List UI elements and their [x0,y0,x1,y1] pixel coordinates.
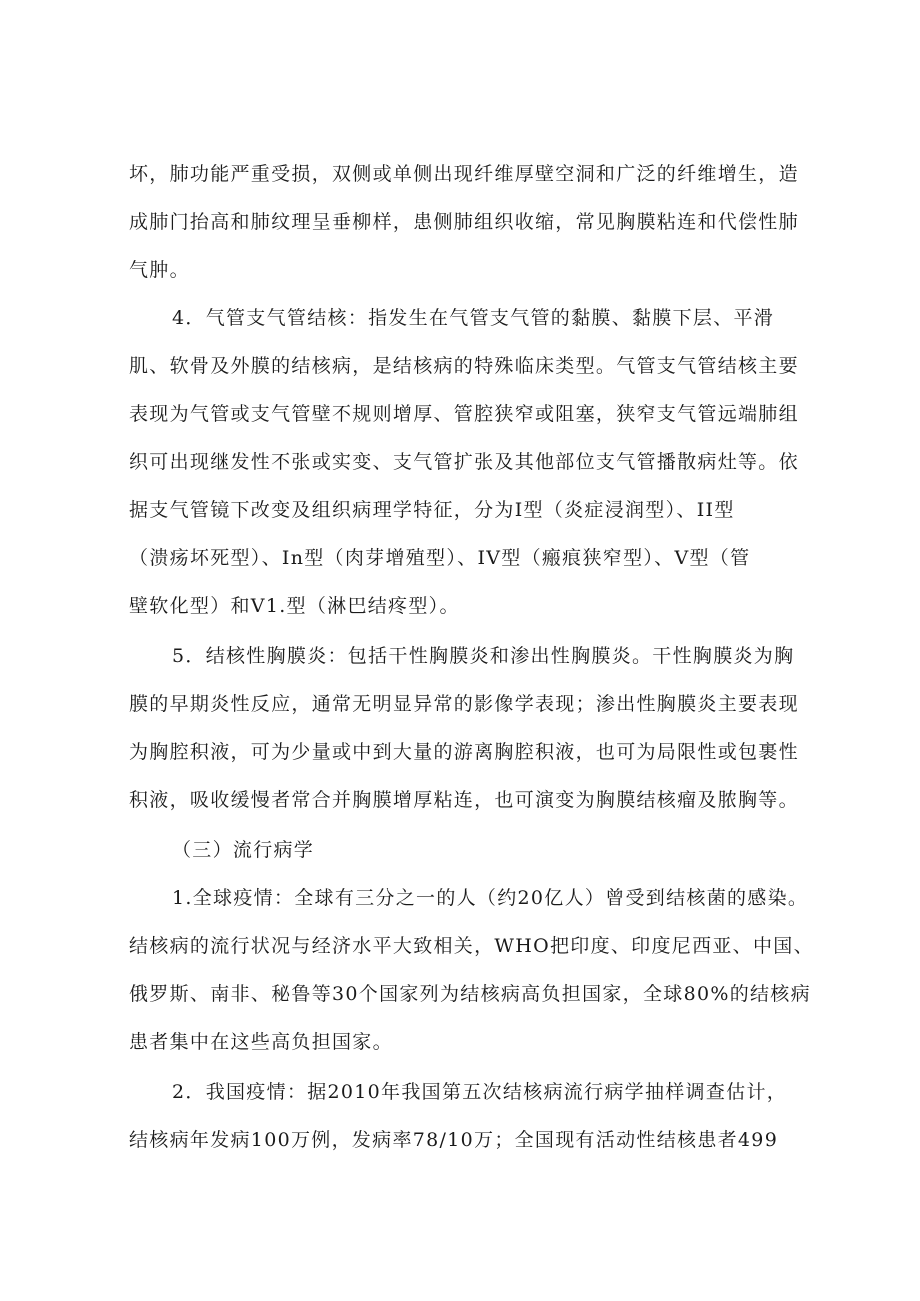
paragraph-4-start: 4．气管支气管结核：指发生在气管支气管的黏膜、黏膜下层、平滑 [172,307,775,329]
text-line: 积液，吸收缓慢者常合并胸膜增厚粘连，也可演变为胸膜结核瘤及脓胸等。 [129,789,799,811]
text-line: 结核病年发病100万例，发病率78/10万；全国现有活动性结核患者499 [129,1129,779,1151]
text-line: 肌、软骨及外膜的结核病，是结核病的特殊临床类型。气管支气管结核主要 [129,355,799,377]
text-line: 膜的早期炎性反应，通常无明显异常的影像学表现；渗出性胸膜炎主要表现 [129,693,799,715]
text-line: 成肺门抬高和肺纹理呈垂柳样，患侧肺组织收缩，常见胸膜粘连和代偿性肺 [129,211,799,233]
text-line: 俄罗斯、南非、秘鲁等30个国家列为结核病高负担国家，全球80%的结核病 [129,983,811,1005]
text-line: 结核病的流行状况与经济水平大致相关，WHO把印度、印度尼西亚、中国、 [129,935,814,957]
text-line: 患者集中在这些高负担国家。 [129,1031,393,1053]
paragraph-global-start: 1.全球疫情：全球有三分之一的人（约20亿人）曾受到结核菌的感染。 [172,887,809,909]
text-line: 壁软化型）和V1.型（淋巴结疼型）。 [129,595,460,617]
text-line: 为胸腔积液，可为少量或中到大量的游离胸腔积液，也可为局限性或包裹性 [129,741,799,763]
text-line: 织可出现继发性不张或实变、支气管扩张及其他部位支气管播散病灶等。依 [129,451,799,473]
section-heading: （三）流行病学 [172,839,315,861]
text-line: 表现为气管或支气管壁不规则增厚、管腔狭窄或阻塞，狭窄支气管远端肺组 [129,403,799,425]
paragraph-5-start: 5．结核性胸膜炎：包括干性胸膜炎和渗出性胸膜炎。干性胸膜炎为胸 [172,645,795,667]
text-line: 据支气管镜下改变及组织病理学特征，分为Ⅰ型（炎症浸润型）、II型 [129,499,735,521]
text-line: 气肿。 [129,259,190,281]
text-line: （溃疡坏死型）、In型（肉芽增殖型）、IV型（瘢痕狭窄型）、V型（管 [129,547,751,569]
paragraph-china-start: 2．我国疫情：据2010年我国第五次结核病流行病学抽样调查估计， [172,1081,788,1103]
text-line: 坏，肺功能严重受损，双侧或单侧出现纤维厚壁空洞和广泛的纤维增生，造 [129,163,799,185]
